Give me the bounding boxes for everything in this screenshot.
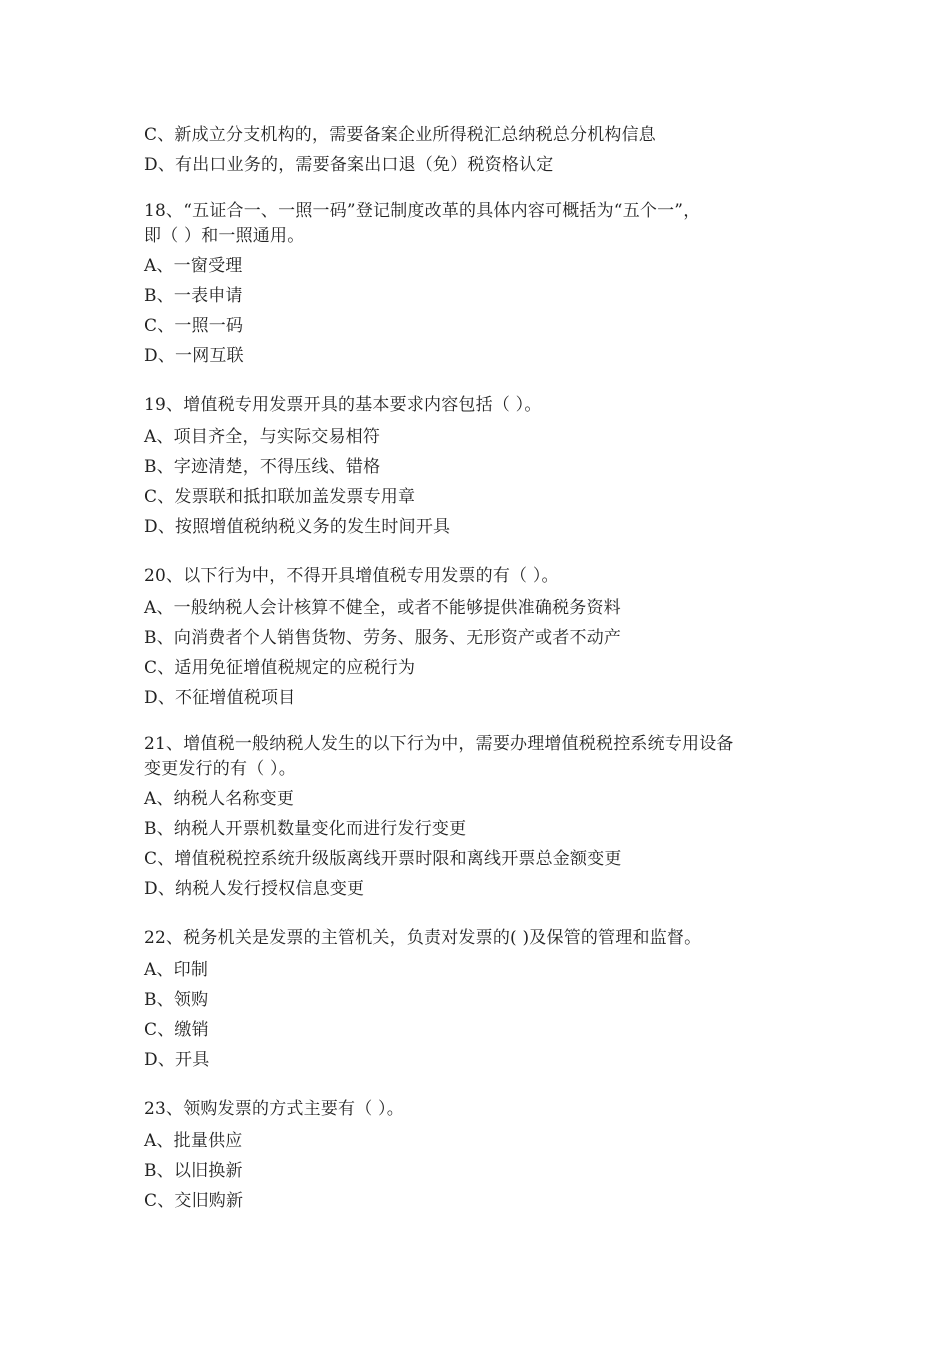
question-stem [144,390,824,420]
question-stem [144,561,824,591]
question-stem-line: 21、增值税一般纳税人发生的以下行为中，需要办理增值税税控系统专用设备 [144,734,734,754]
option-line: A、项目齐全，与实际交易相符 [144,427,381,447]
option-line: A、纳税人名称变更 [144,789,295,809]
question-21 [144,732,824,904]
question-stem-line: 23、领购发票的方式主要有（ ）。 [144,1099,404,1119]
option-line: D、纳税人发行授权信息变更 [144,879,365,899]
question-18 [144,199,824,371]
question-stem [144,732,824,782]
question-23 [144,1094,824,1216]
option-line: C、缴销 [144,1020,209,1040]
option-line: D、开具 [144,1050,210,1070]
option-line: A、一窗受理 [144,256,243,276]
option-line: B、字迹清楚，不得压线、错格 [144,457,381,477]
question-stem-line: 19、增值税专用发票开具的基本要求内容包括（ ）。 [144,395,542,415]
option-line: B、领购 [144,990,209,1010]
option-line: B、以旧换新 [144,1161,243,1181]
option-line: C、发票联和抵扣联加盖发票专用章 [144,487,416,507]
leading-options [144,120,824,180]
option-line: A、批量供应 [144,1131,243,1151]
question-stem [144,1094,824,1124]
option-line: A、一般纳税人会计核算不健全，或者不能够提供准确税务资料 [144,598,621,618]
document-content [144,120,824,1216]
option-line: C、增值税税控系统升级版离线开票时限和离线开票总金额变更 [144,849,622,869]
option-line: C、新成立分支机构的，需要备案企业所得税汇总纳税总分机构信息 [144,125,657,145]
question-stem-line: 即（ ）和一照通用。 [144,226,305,246]
question-stem [144,199,824,249]
question-stem-line: 18、“五证合一、一照一码”登记制度改革的具体内容可概括为“五个一”， [144,201,701,221]
option-line: A、印制 [144,960,209,980]
question-22 [144,923,824,1075]
question-19 [144,390,824,542]
question-stem-line: 变更发行的有（ ）。 [144,759,296,779]
option-line: B、纳税人开票机数量变化而进行发行变更 [144,819,467,839]
question-stem-line: 22、税务机关是发票的主管机关，负责对发票的( )及保管的管理和监督。 [144,928,702,948]
option-line: C、交旧购新 [144,1191,244,1211]
option-line: B、一表申请 [144,286,243,306]
question-stem-line: 20、以下行为中，不得开具增值税专用发票的有（ ）。 [144,566,559,586]
option-line: D、有出口业务的，需要备案出口退（免）税资格认定 [144,155,554,175]
option-line: B、向消费者个人销售货物、劳务、服务、无形资产或者不动产 [144,628,622,648]
question-20 [144,561,824,713]
option-line: D、一网互联 [144,346,244,366]
question-stem [144,923,824,953]
option-line: D、不征增值税项目 [144,688,296,708]
option-line: C、一照一码 [144,316,244,336]
option-line: D、按照增值税纳税义务的发生时间开具 [144,517,451,537]
option-line: C、适用免征增值税规定的应税行为 [144,658,416,678]
